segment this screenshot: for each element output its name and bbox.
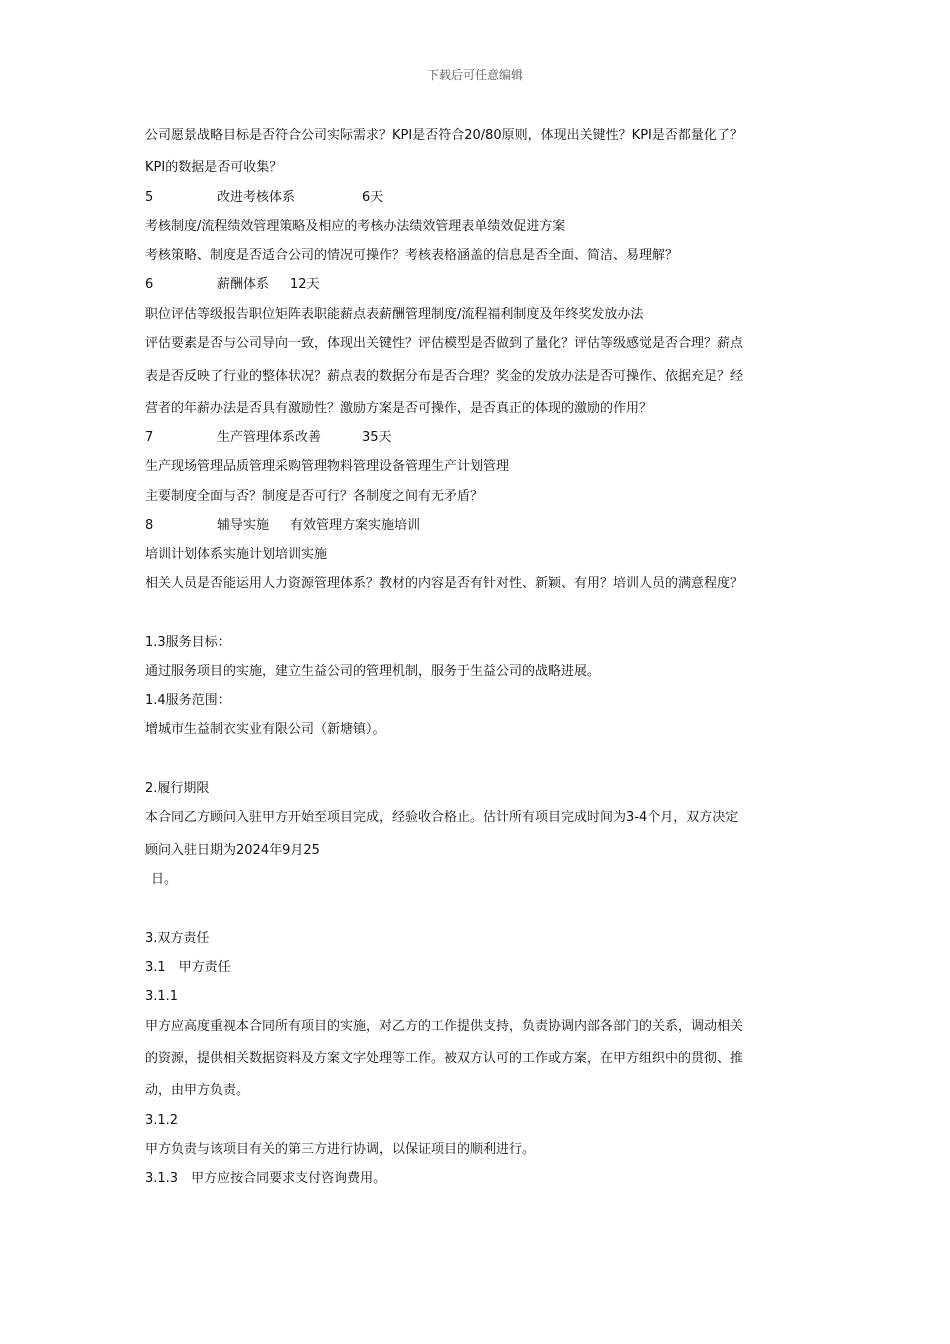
section-heading: 3.双方责任	[145, 931, 210, 946]
section-heading: 1.3服务目标：	[145, 635, 231, 650]
text-line: 公司愿景战略目标是否符合公司实际需求？KPI是否符合20/80原则，体现出关键性？KPI是否都量化了？	[145, 128, 743, 143]
item-number: 6	[145, 277, 154, 292]
text-line: 营者的年薪办法是否具有激励性？激励方案是否可操作，是否真正的体现的激励的作用？	[145, 401, 653, 416]
page-header: 下载后可任意编辑	[426, 68, 523, 82]
section-heading: 3.1.3 甲方应按合同要求支付咨询费用。	[145, 1171, 387, 1186]
text-line: 甲方应高度重视本合同所有项目的实施，对乙方的工作提供支持，负责协调内部各部门的关系，调动相关	[145, 1019, 744, 1034]
item-name: 辅导实施	[217, 518, 270, 533]
section-heading: 1.4服务范围：	[145, 693, 231, 708]
text-line: 日。	[151, 872, 178, 887]
text-line: 生产现场管理品质管理采购管理物料管理设备管理生产计划管理	[145, 459, 510, 474]
text-line: 动，由甲方负责。	[145, 1083, 250, 1098]
item-number: 5	[145, 190, 154, 205]
item-row-5	[145, 190, 383, 206]
text-line: KPI的数据是否可收集？	[145, 160, 283, 175]
section-heading: 2.履行期限	[145, 781, 210, 796]
text-line: 相关人员是否能运用人力资源管理体系？教材的内容是否有针对性、新颖、有用？培训人员的满意程度？	[145, 576, 744, 591]
item-days: 12天	[290, 277, 320, 292]
text-line: 表是否反映了行业的整体状况？薪点表的数据分布是否合理？奖金的发放办法是否可操作、依据充足？经	[145, 369, 744, 384]
item-row-6	[145, 277, 320, 293]
text-line: 职位评估等级报告职位矩阵表职能薪点表薪酬管理制度/流程福利制度及年终奖发放办法	[145, 307, 644, 322]
item-days: 6天	[362, 190, 384, 205]
item-number: 8	[145, 518, 154, 533]
text-line: 顾问入驻日期为2024年9月25	[145, 843, 320, 858]
item-name: 改进考核体系	[217, 190, 296, 205]
text-line: 增城市生益制衣实业有限公司（新塘镇）。	[145, 722, 386, 737]
text-line: 主要制度全面与否？制度是否可行？各制度之间有无矛盾？	[145, 489, 484, 504]
text-line: 考核策略、制度是否适合公司的情况可操作？考核表格涵盖的信息是否全面、简洁、易理解？	[145, 248, 679, 263]
item-number: 7	[145, 430, 154, 445]
text-line: 评估要素是否与公司导向一致，体现出关键性？评估模型是否做到了量化？评估等级感觉是否合理？薪点	[145, 336, 744, 351]
item-days: 有效管理方案实施培训	[290, 518, 421, 533]
section-number: 3.1.1	[145, 989, 179, 1004]
section-heading: 3.1 甲方责任	[145, 960, 231, 975]
text-line: 甲方负责与该项目有关的第三方进行协调，以保证项目的顺利进行。	[145, 1142, 536, 1157]
item-name: 生产管理体系改善	[217, 430, 322, 445]
item-name: 薪酬体系	[217, 277, 270, 292]
text-line: 考核制度/流程绩效管理策略及相应的考核办法绩效管理表单绩效促进方案	[145, 219, 566, 234]
item-days: 35天	[362, 430, 392, 445]
item-row-7	[145, 430, 392, 446]
item-row-8	[145, 518, 420, 534]
text-line: 本合同乙方顾问入驻甲方开始至项目完成，经验收合格止。估计所有项目完成时间为3-4个月，双方决定	[145, 810, 739, 825]
text-line: 通过服务项目的实施，建立生益公司的管理机制，服务于生益公司的战略进展。	[145, 664, 601, 679]
text-line: 的资源，提供相关数据资料及方案文字处理等工作。被双方认可的工作或方案，在甲方组织中的贯彻、推	[145, 1051, 744, 1066]
text-line: 培训计划体系实施计划培训实施	[145, 547, 328, 562]
section-number: 3.1.2	[145, 1113, 179, 1128]
